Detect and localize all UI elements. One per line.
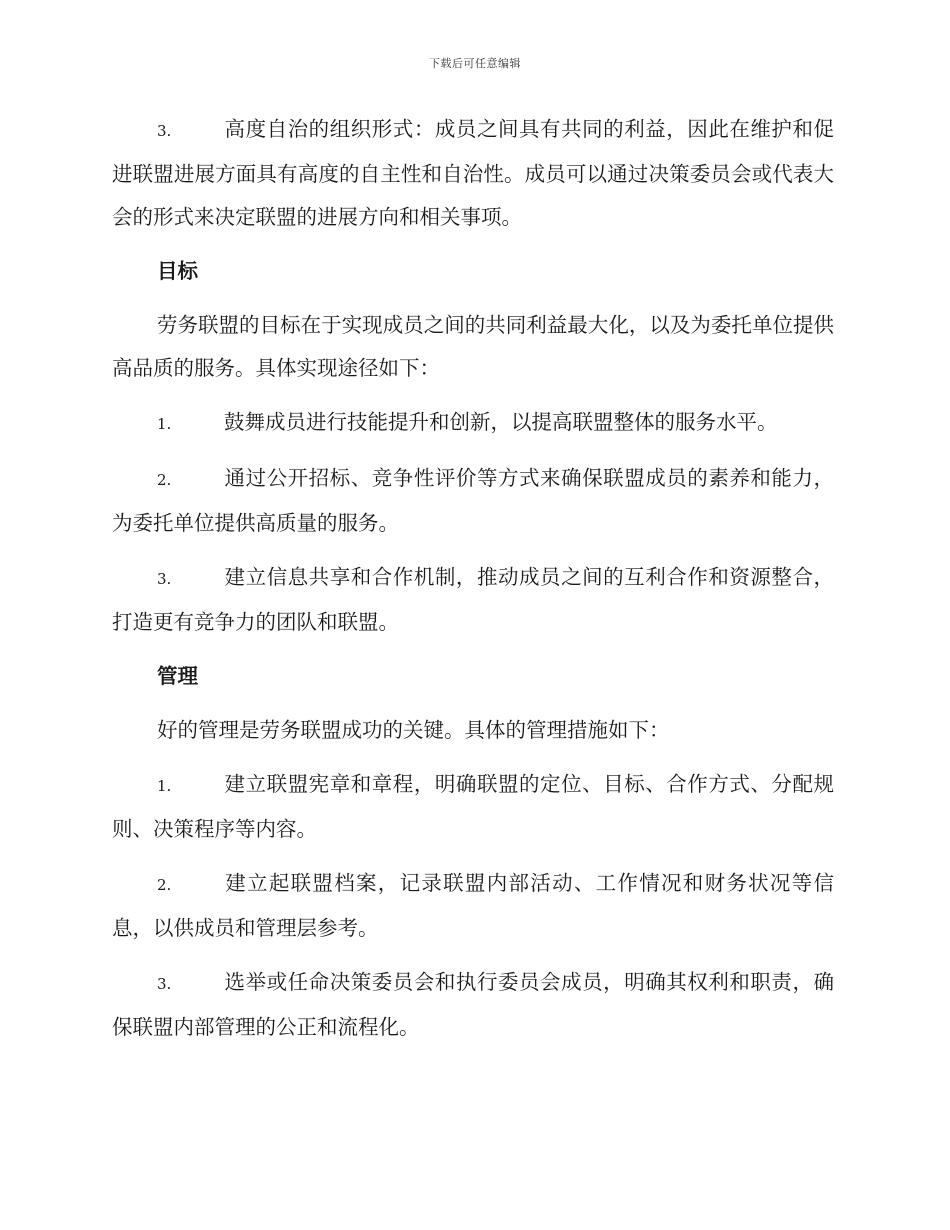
list-item-number: 2. <box>157 471 172 489</box>
list-item <box>112 763 834 851</box>
goals-intro-paragraph: 劳务联盟的目标在于实现成员之间的共同利益最大化，以及为委托单位提供高品质的服务。具体实现途径如下： <box>112 313 834 380</box>
list-item <box>112 862 834 950</box>
list-item-text: 建立联盟宪章和章程，明确联盟的定位、目标、合作方式、分配规则、决策程序等内容。 <box>112 772 834 841</box>
list-item-number: 3. <box>157 122 172 140</box>
list-item <box>112 401 834 446</box>
list-item-text: 高度自治的组织形式：成员之间具有共同的利益，因此在维护和促进联盟进展方面具有高度的自主性和自治性。成员可以通过决策委员会或代表大会的形式来决定联盟的进展方向和相关事项。 <box>112 117 834 229</box>
list-item <box>112 961 834 1049</box>
management-intro-paragraph: 好的管理是劳务联盟成功的关键。具体的管理措施如下： <box>157 718 670 742</box>
list-item-text: 建立起联盟档案，记录联盟内部活动、工作情况和财务状况等信息，以供成员和管理层参考。 <box>112 871 834 940</box>
list-item-text: 选举或任命决策委员会和执行委员会成员，明确其权利和职责，确保联盟内部管理的公正和流程化。 <box>112 970 834 1039</box>
document-body <box>112 108 834 1060</box>
page-header: 下载后可任意编辑 <box>429 57 521 70</box>
list-item-number: 2. <box>157 876 172 894</box>
list-item-number: 3. <box>157 570 172 588</box>
list-item-text: 鼓舞成员进行技能提升和创新，以提高联盟整体的服务水平。 <box>224 410 778 434</box>
list-item <box>112 556 834 644</box>
list-item-number: 1. <box>157 415 172 433</box>
list-item-number: 3. <box>157 975 172 993</box>
list-item-number: 1. <box>157 777 172 795</box>
list-item <box>112 457 834 545</box>
section-heading-goals: 目标 <box>157 259 198 283</box>
list-item-text: 建立信息共享和合作机制，推动成员之间的互利合作和资源整合，打造更有竞争力的团队和联盟。 <box>112 565 834 634</box>
list-item-text: 通过公开招标、竞争性评价等方式来确保联盟成员的素养和能力，为委托单位提供高质量的服务。 <box>112 466 834 535</box>
list-item <box>112 108 834 239</box>
section-heading-management: 管理 <box>157 664 198 688</box>
